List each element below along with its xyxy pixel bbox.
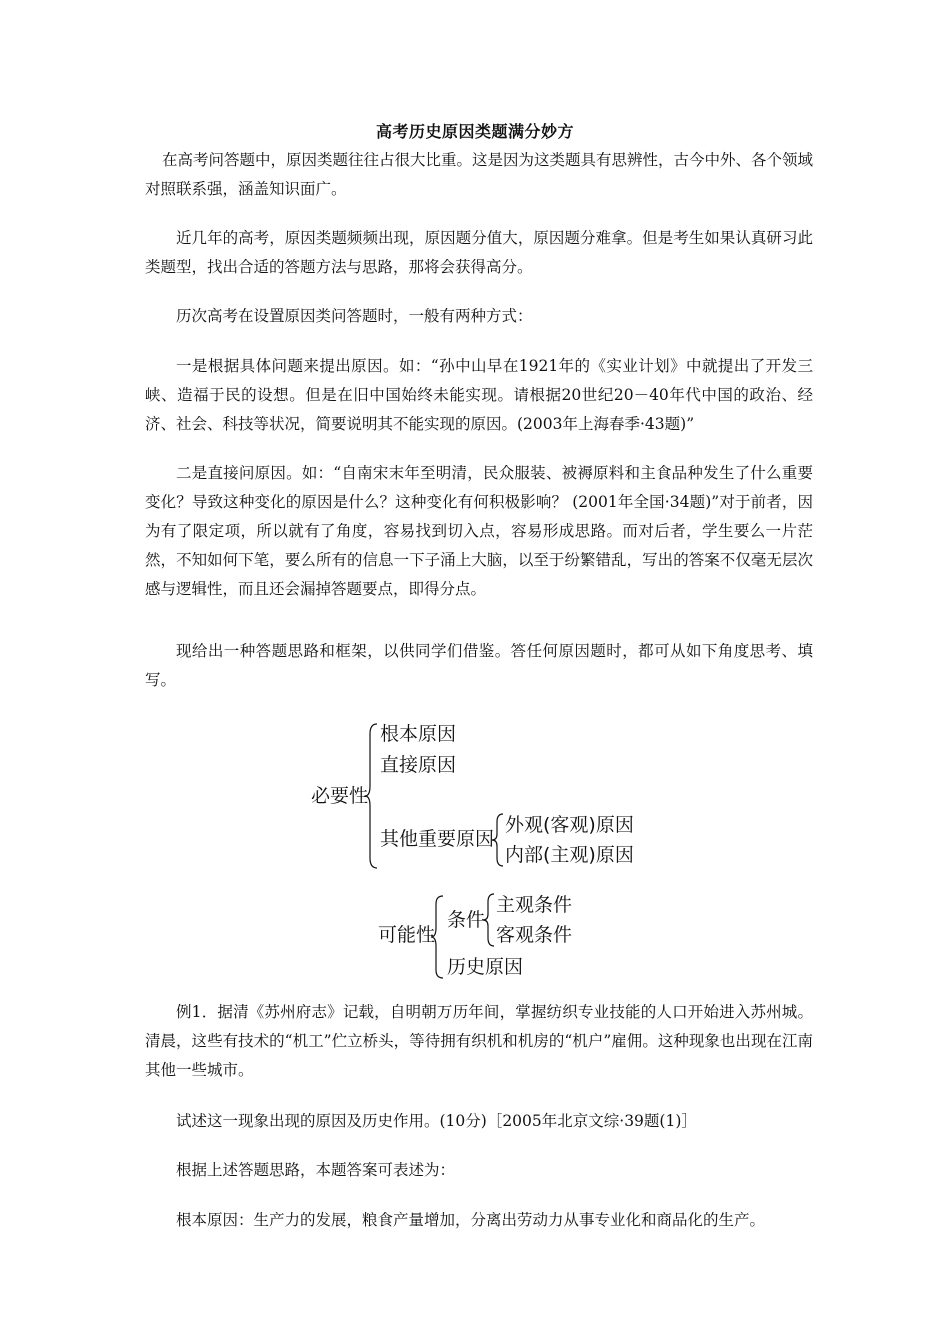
possibility-item-conditions: 条件 [447,909,486,931]
possibility-item-history: 历史原因 [447,956,524,978]
sub-item-subjective: 主观条件 [496,894,573,916]
necessity-item-other: 其他重要原因 [380,828,495,850]
paragraph-framework-intro: 现给出一种答题思路和框架，以供同学们借鉴。答任何原因题时，都可从如下角度思考、填写。 [145,642,813,689]
necessity-item-fundamental: 根本原因 [380,723,457,745]
necessity-label: 必要性 [311,785,369,807]
paragraph-fundamental-cause: 根本原因：生产力的发展，粮食产量增加，分离出劳动力从事专业化和商品化的生产。 [176,1211,766,1229]
paragraph-intro: 在高考问答题中，原因类题往往占很大比重。这是因为这类题具有思辨性，古今中外、各个领域对照联系强，涵盖知识面广。 [145,151,814,198]
possibility-brace [430,894,446,980]
sub-item-external: 外观(客观)原因 [505,814,634,836]
paragraph-way-one: 一是根据具体问题来提出原因。如：“孙中山早在1921年的《实业计划》中就提出了开发三峡、造福于民的设想。但是在旧中国始终未能实现。请根据20世纪20－40年代中国的政治、经济、社会、科技等状况，简要说明其不能实现的原因。(2003年上海春季·43题)” [145,357,813,433]
possibility-label: 可能性 [378,924,436,946]
sub-item-internal: 内部(主观)原因 [505,844,634,866]
paragraph-answer-intro: 根据上述答题思路，本题答案可表述为： [176,1161,456,1179]
other-causes-brace [491,812,505,868]
paragraph-recent-exams: 近几年的高考，原因类题频频出现，原因题分值大，原因题分难拿。但是考生如果认真研习此类题型，找出合适的答题方法与思路，那将会获得高分。 [145,229,813,276]
document-title: 高考历史原因类题满分妙方 [375,122,574,141]
paragraph-two-ways: 历次高考在设置原因类问答题时，一般有两种方式： [176,307,533,325]
paragraph-question: 试述这一现象出现的原因及历史作用。(10分)［2005年北京文综·39题(1)］ [176,1112,697,1130]
necessity-item-direct: 直接原因 [380,754,457,776]
necessity-brace [364,722,380,870]
sub-item-objective: 客观条件 [496,924,573,946]
conditions-brace [482,892,496,948]
paragraph-example-one: 例1．据清《苏州府志》记载，自明朝万历年间，掌握纺织专业技能的人口开始进入苏州城。清晨，这些有技术的“机工”伫立桥头，等待拥有织机和机房的“机户”雇佣。这种现象也出现在江南其他一些城市。 [145,1003,813,1079]
paragraph-way-two: 二是直接问原因。如：“自南宋末年至明清，民众服装、被褥原料和主食品种发生了什么重要变化？导致这种变化的原因是什么？这种变化有何积极影响？ (2001年全国·34题)”对于前者，因为有了限定项，所以就有了角度，容易找到切入点，容易形成思路。而对后者，学生要么一片茫然，不知如何下笔，要么所有的信息一下子涌上大脑，以至于纷繁错乱，写出的答案不仅毫无层次感与逻辑性，而且还会漏掉答题要点，即得分点。 [145,464,813,598]
